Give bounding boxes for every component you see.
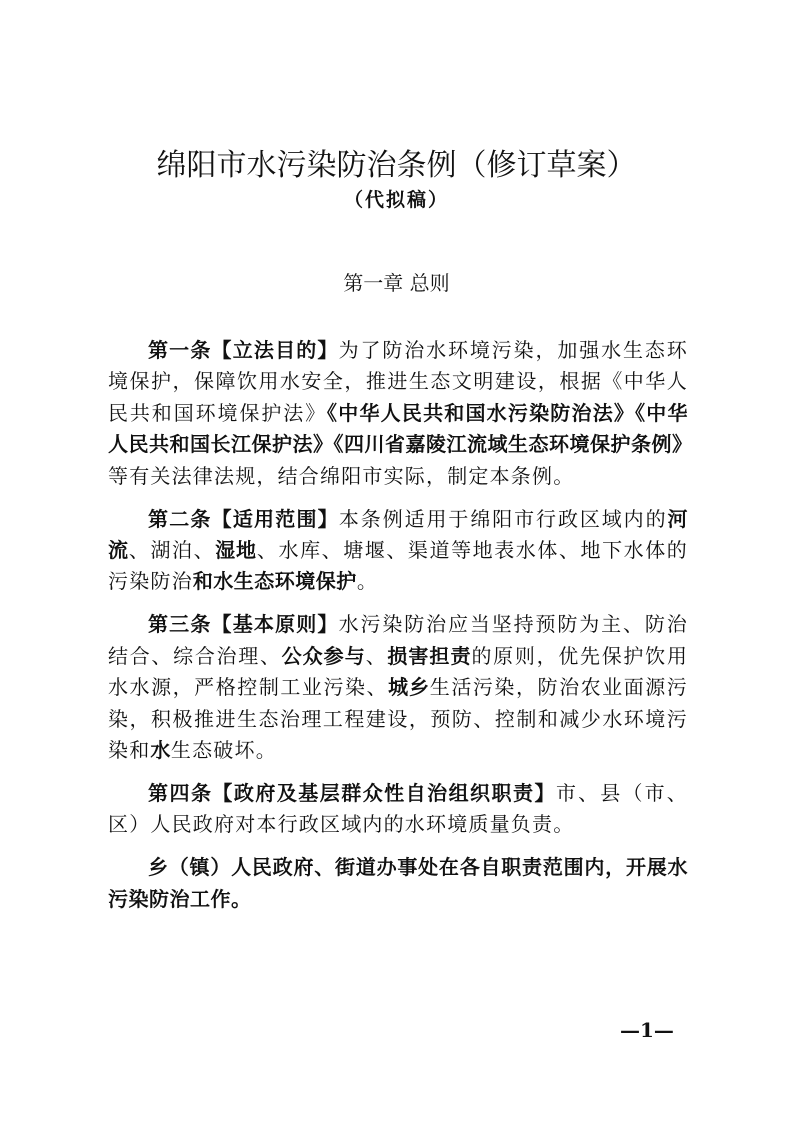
article-3-text: 水污染防治应当坚持预防为主、防治结合、综合治理、: [108, 612, 689, 668]
article-2-text-2: 、湖泊、: [128, 538, 216, 563]
article-4-heading: 第四条【政府及基层群众性自治组织职责】: [148, 781, 556, 806]
article-2-text-3: 、水库、塘堰、渠道等地表水体、地下水体的污染防治: [108, 538, 689, 594]
article-2-highlight-rivers: 河流: [108, 506, 688, 563]
article-2-highlight-wetlands: 湿地: [215, 538, 257, 563]
document-body: [108, 335, 693, 927]
article-4-text: 市、县（市、区）人民政府对本行政区域内的水环境质量负责。: [108, 781, 689, 837]
article-1-heading: 第一条【立法目的】: [148, 338, 339, 362]
article-3-text-2: 、: [365, 643, 388, 668]
document-subtitle: （代拟稿）: [343, 189, 449, 211]
article-1-text: 为了防治水环境污染，加强水生态环境保护，保障饮用水安全，推进生态文明建设，根据《中华人民共和国环境保护法》: [108, 338, 689, 425]
article-4: [108, 778, 688, 841]
page-number: —1—: [620, 1018, 674, 1042]
article-2-text-end: 。: [356, 569, 379, 594]
article-3-text-4: 生活污染，防治农业面源污染，积极推进生态治理工程建设，预防、控制和减少水环境污染和: [108, 675, 688, 763]
article-3-highlight-water: 水: [150, 738, 171, 763]
article-3: [108, 609, 688, 766]
article-3-highlight-liability: 损害担责: [387, 643, 472, 668]
article-3-highlight-urban-rural: 城乡: [388, 675, 430, 700]
article-1-cited-laws: 《中华人民共和国水污染防治法》《中华人民共和国长江保护法》《四川省嘉陵江流域生态环境保护条例》: [108, 400, 693, 457]
article-2-text: 本条例适用于绵阳市行政区域内的: [338, 506, 668, 531]
chapter-heading: 第一章 总则: [343, 271, 450, 295]
article-2-heading: 第二条【适用范围】: [148, 506, 339, 531]
document-title: 绵阳市水污染防治条例（修订草案）: [156, 148, 637, 183]
article-2-highlight-protection: 和水生态环境保护: [192, 569, 357, 594]
article-3-heading: 第三条【基本原则】: [148, 612, 339, 637]
article-3-text-3: 的原则，优先保护饮用水水源，严格控制工业污染、: [108, 643, 689, 700]
article-3-text-end: 生态破坏。: [170, 738, 277, 763]
article-3-highlight-public: 公众参与: [281, 643, 366, 668]
article-1: [108, 335, 693, 492]
article-2: [108, 504, 688, 598]
article-1-text-end: 等有关法律法规，结合绵阳市实际，制定本条例。: [108, 463, 575, 488]
article-4-paragraph-2: 乡（镇）人民政府、街道办事处在各自职责范围内，开展水污染防治工作。: [108, 855, 688, 911]
